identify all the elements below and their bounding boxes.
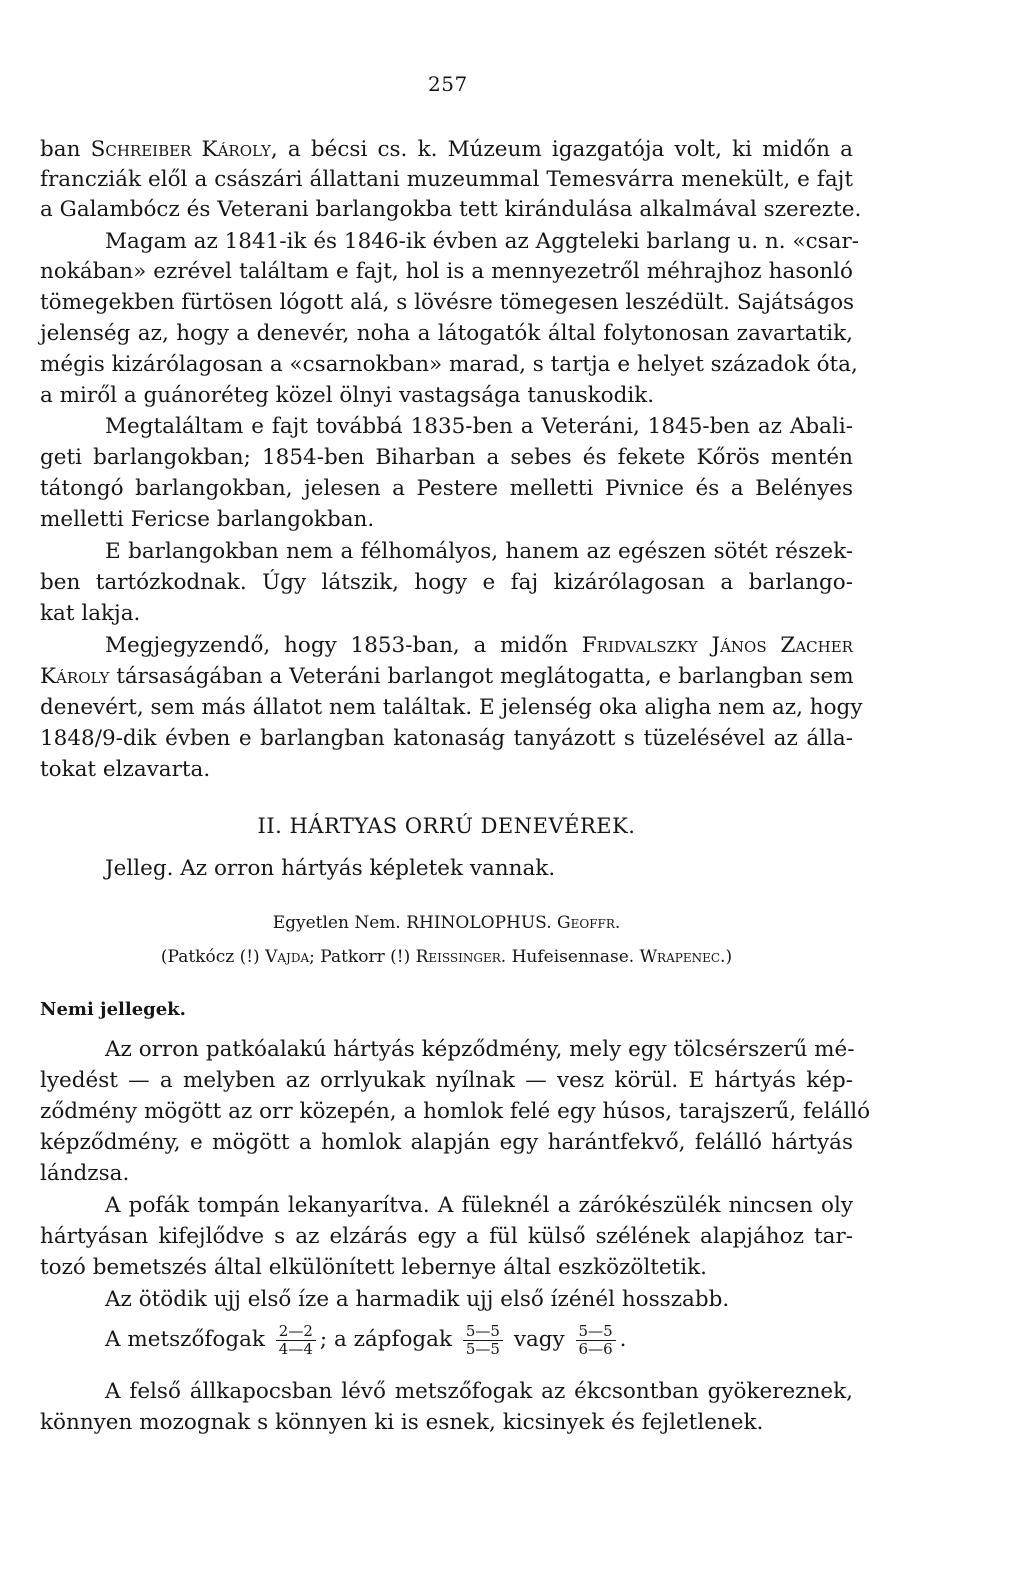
text-line: 1848/9-dik évben e barlangban katonaság tanyázott s tüzelésével az álla- (40, 726, 853, 751)
text-line: Az orron patkóalakú hártyás képződmény, mely egy tölcsérszerű mé- (105, 1037, 855, 1062)
text-line: geti barlangokban; 1854-ben Biharban a sebes és fekete Kőrös mentén (40, 445, 853, 470)
text-line: tokat elzavarta. (40, 757, 211, 782)
nemi-jellegek-heading: Nemi jellegek. (40, 999, 186, 1020)
text-line: Károly társaságában a Veteráni barlangot meglátogatta, e barlangban sem (40, 664, 854, 689)
text-line: ben tartózkodnak. Úgy látszik, hogy e faj kizárólagosan a barlango- (40, 570, 853, 595)
page-number: 257 (428, 72, 468, 96)
jelleg-line: Jelleg. Az orron hártyás képletek vannak. (105, 856, 556, 881)
text-line: A pofák tompán lekanyarítva. A füleknél a zárókészülék nincsen oly (105, 1193, 853, 1218)
molar-fraction-1: $\frac{5—5}{5—5}$ (463, 1323, 503, 1358)
text-line: Megjegyzendő, hogy 1853-ban, a midőn Fridvalszky János Zacher (105, 633, 853, 658)
text-line: lyedést — a melyben az orrlyukak nyílnak — vesz körül. E hártyás kép- (40, 1068, 853, 1093)
text-line: mégis kizárólagosan a «csarnokban» marad, s tartja e helyet századok óta, (40, 352, 858, 377)
text-line: jelenség az, hogy a denevér, noha a látogatók által folytonosan zavartatik, (40, 321, 853, 346)
paragraph-7: Az ötödik ujj első íze a harmadik ujj első ízénél hosszabb. (105, 1287, 730, 1312)
text-line: ban Schreiber Károly, a bécsi cs. k. Múzeum igazgatója volt, ki midőn a (40, 137, 854, 162)
text-line: képződmény, e mögött a homlok alapján egy harántfekvő, felálló hártyás (40, 1130, 853, 1155)
text-line: nokában» ezrével találtam e fajt, hol is a mennyezetről méhrajhoz hasonló (40, 259, 853, 284)
text-line: tozó bemetszés által elkülönített lebernye által eszközöltetik. (40, 1255, 707, 1280)
synonyms-line: (Patkócz (!) Vajda; Patkorr (!) Reissinger. Hufeisennase. Wrapenec.) (160, 947, 733, 967)
text-line: könnyen mozognak s könnyen ki is esnek, kicsinyek és fejletlenek. (40, 1410, 764, 1435)
text-line: Magam az 1841-ik és 1846-ik évben az Aggteleki barlang u. n. «csar- (105, 229, 860, 254)
text-line: hártyásan kifejlődve s az elzárás egy a fül külső szélének alapjához tar- (40, 1224, 853, 1249)
text-line: a Galambócz és Veterani barlangokba tett kirándulása alkalmával szerezte. (40, 197, 862, 222)
text-line: tömegekben fürtösen lógott alá, s lövésre tömegesen leszédült. Sajátságos (40, 290, 855, 315)
text-line: a miről a guánoréteg közel ölnyi vastagsága tanuskodik. (40, 383, 655, 408)
text-line: A felső állkapocsban lévő metszőfogak az ékcsontban gyökereznek, (105, 1379, 853, 1404)
text-line: kat lakja. (40, 601, 141, 626)
molar-fraction-2: $\frac{5—5}{6—6}$ (576, 1323, 616, 1358)
text-line: lándzsa. (40, 1161, 130, 1186)
dental-formula-line: A metszőfogak $\frac{2—2}{4—4}$ ; a zápfogak $\frac{5—5}{5—5}$ vagy $\frac{5—5}{6—6}$ . (105, 1321, 627, 1358)
genus-line: Egyetlen Nem. RHINOLOPHUS. Geoffr. (272, 913, 621, 933)
text-line: E barlangokban nem a félhomályos, hanem az egészen sötét részek- (105, 539, 853, 564)
section-heading: II. HÁRTYAS ORRÚ DENEVÉREK. (257, 814, 636, 838)
text-line: melletti Fericse barlangokban. (40, 507, 375, 532)
text-line: Megtaláltam e fajt továbbá 1835-ben a Veteráni, 1845-ben az Abali- (105, 414, 853, 439)
text-line: denevért, sem más állatot nem találtak. E jelenség oka aligha nem az, hogy (40, 695, 863, 720)
text-line: ződmény mögött az orr közepén, a homlok felé egy húsos, tarajszerű, felálló (40, 1099, 871, 1124)
text-line: francziák elől a császári állattani muzeummal Temesvárra menekült, e fajt (40, 167, 853, 192)
incisor-fraction: $\frac{2—2}{4—4}$ (276, 1323, 316, 1358)
text-line: tátongó barlangokban, jelesen a Pestere melletti Pivnice és a Belényes (40, 476, 853, 501)
